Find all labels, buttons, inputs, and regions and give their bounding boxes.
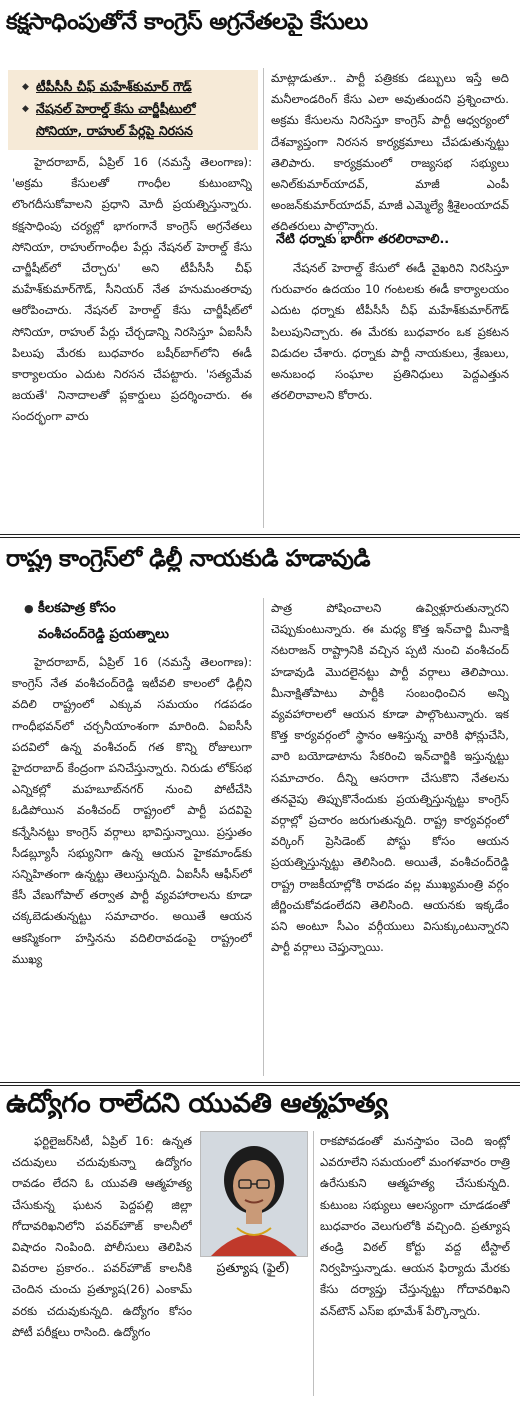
story2-headline: రాష్ట్ర కాంగ్రెస్‌లో ఢిల్లీ నాయకుడి హడావుడి — [6, 546, 370, 572]
story1-deck-item-3: సోనియా, రాహుల్ పేర్లపై నిరసన — [36, 123, 193, 138]
story1-headline: కక్షసాధింపుతోనే కాంగ్రెస్ అగ్రనేతలపై కేసులు — [6, 10, 368, 35]
story1-body-left — [12, 152, 252, 486]
story1-paragraph-left: హైదరాబాద్, ఏప్రిల్ 16 (నమస్తే తెలంగాణ): 'అక్రమ కేసులతో గాంధీల కుటుంబాన్ని లొంగదీసుకోవాలని ప్రధాని మోదీ ప్రయత్నిస్తున్నారు. కక్షసాధింపు చర్యల్లో భాగంగానే కాంగ్రెస్ అగ్రనేతలు సోనియా, రాహుల్‌గాంధీల పేర్లు నేషనల్ హెరాల్డ్ కేసు చార్జీషీట్‌లో చేర్చారు' అని టీపీసీసీ చీఫ్ మహేశ్‌కుమార్‌గౌడ్, సీనియర్ నేత హనుమంతరావు ఆరోపించారు. నేషనల్ హెరాల్డ్ కేసు చార్జీషీట్‌లో సోనియా, రాహుల్ పేర్లు చేర్చడాన్ని నిరసిస్తూ ఏఐసీసీ పిలుపు మేరకు బుధవారం బషీర్‌బాగ్‌లోని ఈడీ కార్యాలయం ఎదుట నిరసన చేపట్టారు. 'సత్యమేవ జయతే' నినాదాలతో ప్లకార్డులు ప్రదర్శించారు. ఈ సందర్భంగా వారు — [12, 155, 252, 424]
story2-paragraph-right: పాత్ర పోషించాలని ఉవ్విళ్లూరుతున్నారని చెప్పుకుంటున్నారు. ఈ మధ్య కొత్త ఇన్‌చార్జి మీనాక్షి నటరాజన్ రాష్ట్రానికి వచ్చిన ప్పటి నుంచి వంశీచంద్ హడావుడి మొదలైనట్టు పార్టీ వర్గాలు తెలిపాయి. మీనాక్షితోపాటు పార్టీకి సంబంధించిన అన్ని వ్యవహారాలలో ఆయన కూడా పాల్గొంటున్నారు. ఇక కొత్త కార్యవర్గంలో స్థానం ఆశిస్తున్న వారికి ఫోన్లుచేసి, వారి బయోడాటాను సేకరించి ఇన్‌చార్జికి ఇస్తున్నట్టు సమాచారం. దీన్ని ఆసరాగా చేసుకొని నేతలను తనవైపు తిప్పుకొనేందుకు ప్రయత్నిస్తున్నట్టు కాంగ్రెస్ వర్గాల్లో ప్రచారం జరుగుతున్నది. రాష్ట్ర కార్యవర్గంలో వర్కింగ్ ప్రెసిడెంట్ పోస్టు కోసం ఆయన ప్రయత్నిస్తున్నట్టు తెలిసింది. అయితే, వంశీచంద్‌రెడ్డి రాష్ట్ర రాజకీయాల్లోకి రావడం వల్ల ముఖ్యమంత్రి వర్గం జీర్ణించుకోవడంలేదని తెలిసింది. ఆయనకు ఇక్కడేం పని అంటూ సీఎం వర్గీయులు విసుక్కుంటున్నారని పార్టీ వర్గాలు చెప్తున్నాయి. — [271, 601, 509, 955]
story1-deck — [8, 70, 258, 150]
story3-headline: ఉద్యోగం రాలేదని యువతి ఆత్మహత్య — [6, 1088, 388, 1119]
story1-paragraph-right-2: నేషనల్ హెరాల్డ్ కేసులో ఈడీ వైఖరిని నిరసిస్తూ గురువారం ఉదయం 10 గంటలకు ఈడీ కార్యాలయం ఎదుట ధర్నాకు టీపీసీసీ చీఫ్ మహేశ్‌కుమార్‌గౌడ్ పిలుపునిచ్చారు. ఈ మేరకు బుధవారం ఒక ప్రకటన విడుదల చేశారు. ధర్నాకు పార్టీ నాయకులు, శ్రేణులు, అనుబంధ సంఘాల ప్రతినిధులు పెద్దఎత్తున తరలిరావాలని కోరారు. — [271, 261, 509, 403]
section-divider — [0, 534, 520, 538]
story1-deck-item-2: ◆ నేషనల్ హెరాల్డ్ కేసు చార్జీషీటులో — [22, 98, 252, 120]
section-divider — [0, 1082, 520, 1086]
story1-body-right — [271, 68, 509, 236]
story2-deck-item-2: వంశీచంద్‌రెడ్డి ప్రయత్నాలు — [38, 627, 169, 642]
story3-body-right — [320, 1131, 510, 1396]
story2-body-right — [271, 598, 509, 1076]
story1-subhead: నేటి ధర్నాకు భారీగా తరలిరావాలి.. — [276, 232, 450, 247]
column-divider — [263, 598, 264, 1076]
story1-deck-item-1: ◆ టీపీసీసీ చీఫ్ మహేశ్‌కుమార్ గౌడ్ — [22, 76, 252, 98]
story2-deck — [24, 598, 264, 646]
column-divider — [263, 68, 264, 528]
story1-paragraph-right: మాట్లాడుతూ.. పార్టీ పత్రికకు డబ్బులు ఇస్తే అది మనీలాండరింగ్ కేసు ఎలా అవుతుందని ప్రశ్నించారు. అక్రమ కేసులను నిరసిస్తూ కాంగ్రెస్ పార్టీ ఆధ్వర్యంలో దేశవ్యాప్తంగా నిరసన కార్యక్రమాలు చేపడుతున్నట్టు తెలిపారు. కార్యక్రమంలో రాజ్యసభ సభ్యులు అనిల్‌కుమార్‌యాదవ్, మాజీ ఎంపీ అంజన్‌కుమార్‌యాదవ్, మాజీ ఎమ్మెల్యే శ్రీశైలంయాదవ్ తదితరులు పాల్గొన్నారు. — [271, 71, 509, 234]
portrait-photo — [200, 1131, 308, 1257]
story3-body-left — [12, 1131, 192, 1396]
story2-paragraph-left: హైదరాబాద్, ఏప్రిల్ 16 (నమస్తే తెలంగాణ): కాంగ్రెస్ నేత వంశీచంద్‌రెడ్డి ఇటీవలి కాలంలో ఢిల్లీని వదిలి రాష్ట్రంలో ఎక్కువ సమయం గడపడం గాంధీభవన్‌లో చర్చనీయాంశంగా మారింది. ఏఐసీసీ పదవిలో ఉన్న వంశీచంద్ గత కొన్ని రోజులుగా హైదరాబాద్ కేంద్రంగా పనిచేస్తున్నారు. నిరుడు లోక్‌సభ ఎన్నికల్లో మహబూబ్‌నగర్ నుంచి పోటీచేసి ఓడిపోయిన వంశీచంద్ రాష్ట్రంలో పార్టీ పదవిపై కన్నేసినట్టు కాంగ్రెస్ వర్గాలు భావిస్తున్నాయి. ప్రస్తుతం సీడబ్ల్యూసీ సభ్యునిగా ఉన్న ఆయన హైకమాండ్‌కు సన్నిహితంగా ఉన్నట్టు తెలుస్తున్నది. ఏఐసీసీ ఆఫీస్‌లో కేసీ వేణుగోపాల్ తర్వాత పార్టీ వ్యవహారాలను కూడా చక్కబెడుతున్నట్టు సమాచారం. అయితే ఆయన ఆకస్మికంగా హస్తినను వదిలిరావడంపై రాష్ట్రంలో ముఖ్య — [12, 655, 252, 966]
story2-deck-item-1: ● కీలకపాత్ర కోసం — [24, 598, 264, 620]
story1-body-right-2 — [271, 258, 509, 530]
column-divider — [313, 1131, 314, 1396]
story2-body-left — [12, 652, 252, 1076]
photo-caption: ప్రత్యూష (ఫైల్) — [216, 1260, 290, 1275]
story3-paragraph-right: రాకపోవడంతో మనస్తాపం చెంది ఇంట్లో ఎవరూలేని సమయంలో మంగళవారం రాత్రి ఉరేసుకుని ఆత్మహత్య చేసుకున్నది. కుటుంబ సభ్యులు ఆలస్యంగా చూడడంతో బుధవారం వెలుగులోకి వచ్చింది. ప్రత్యూష తండ్రి విఠల్ కోర్టు వద్ద టీస్టాల్ నిర్వహిస్తున్నాడు. ఆయన ఫిర్యాదు మేరకు కేసు దర్యాప్తు చేస్తున్నట్టు గోదావరిఖని వన్‌టౌన్ ఎస్ఐ భూమేశ్ పేర్కొన్నారు. — [320, 1134, 510, 1318]
story3-paragraph-left: ఫర్టిలైజర్‌సిటీ, ఏప్రిల్ 16: ఉన్నత చదువులు చదువుకున్నా ఉద్యోగం రావడం లేదని ఓ యువతి ఆత్మహత్య చేసుకున్న ఘటన పెద్దపల్లి జిల్లా గోదావరిఖనిలోని పవర్‌హౌజ్ కాలనీలో విషాదం నింపింది. పోలీసులు తెలిపిన వివరాల ప్రకారం.. పవర్‌హౌజ్ కాలనీకి చెందిన చుంచు ప్రత్యూష(26) ఎంకామ్ వరకు చదువుకున్నది. ఉద్యోగం కోసం పోటీ పరీక్షలు రాసింది. ఉద్యోగం — [12, 1134, 192, 1339]
